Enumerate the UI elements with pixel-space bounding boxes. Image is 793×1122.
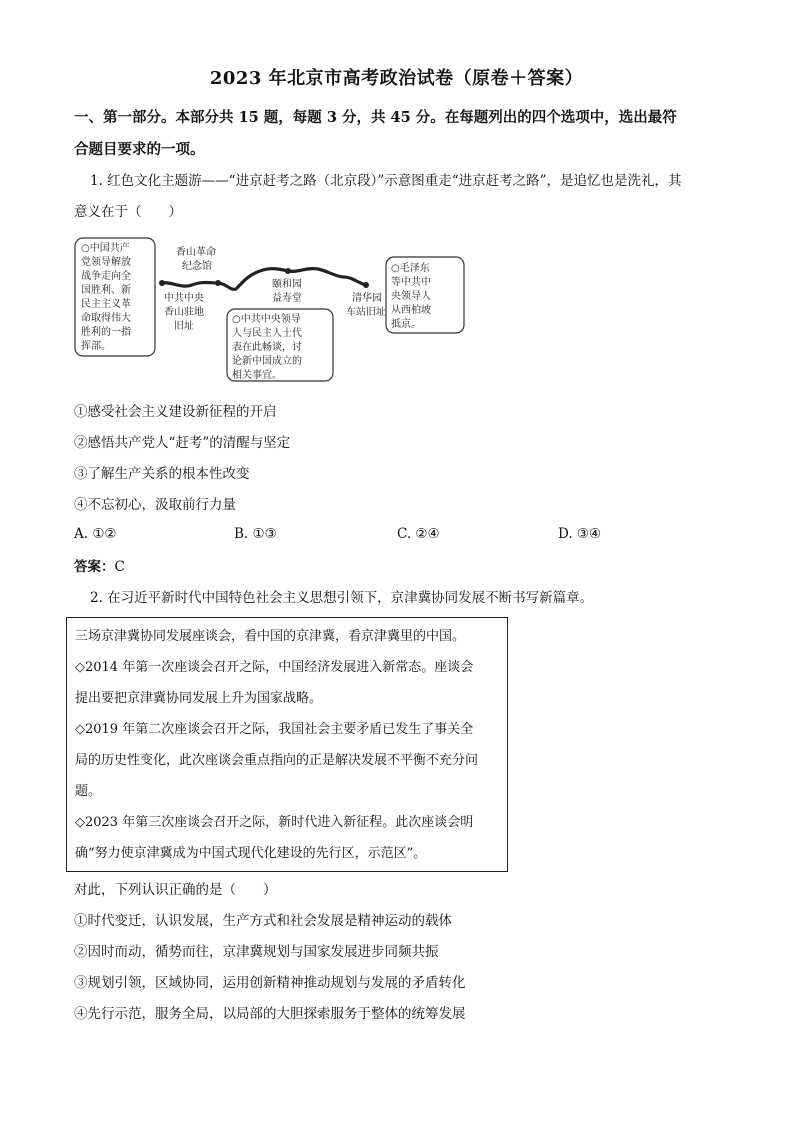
answer-value: C [114,559,125,575]
q2-prompt: 对此，下列认识正确的是（ ） [74,882,277,898]
label-xiangshan-museum [176,245,216,272]
q2-item-3: ③规划引领，区域协同，运用创新精神推动规划与发展的矛盾转化 [74,975,466,991]
q2-item-2: ②因时而动，循势而往，京津冀规划与国家发展进步同频共振 [74,944,439,960]
q1-item-4: ④不忘初心，汲取前行力量 [74,497,236,513]
svg-text:香山革命: 香山革命 [176,247,216,258]
svg-text:中共中央: 中共中央 [164,293,204,304]
svg-text:抵京。: 抵京。 [391,319,421,330]
svg-text:○中国共产: ○中国共产 [81,243,130,254]
left-note-box [75,238,155,356]
svg-text:香山驻地: 香山驻地 [164,307,204,318]
svg-text:相关事宜。: 相关事宜。 [232,370,282,381]
box-line-4: ◇2019 年第二次座谈会召开之际，我国社会主要矛盾已发生了事关全 [75,722,474,737]
svg-text:旧址: 旧址 [174,321,194,332]
svg-text:战争走向全: 战争走向全 [81,271,131,282]
answer-label: 答案： [74,559,115,575]
svg-text:论新中国成立的: 论新中国成立的 [232,356,302,367]
q2-item-1: ①时代变迁，认识发展，生产方式和社会发展是精神运动的载体 [74,913,452,929]
svg-text:命取得伟大: 命取得伟大 [81,313,131,324]
q2-stem: 2. 在习近平新时代中国特色社会主义思想引领下，京津冀协同发展不断书写新篇章。 [90,590,594,606]
box-line-8: 确“努力使京津冀成为中国式现代化建设的先行区，示范区”。 [75,846,427,861]
svg-text:央领导人: 央领导人 [391,291,431,302]
svg-text:民主主义革: 民主主义革 [81,299,131,310]
q1-item-3: ③了解生产关系的根本性改变 [74,466,250,482]
route-map-figure [70,233,470,385]
q1-option-b: B. ①③ [234,526,277,542]
route-point-yiheyuan [285,268,291,274]
label-xiangshan-site [164,291,204,332]
label-yiheyuan [272,278,302,304]
box-line-7: ◇2023 年第三次座谈会召开之际，新时代进入新征程。此次座谈会明 [75,815,474,830]
svg-text:表在此畅谈，讨: 表在此畅谈，讨 [232,342,302,353]
q1-option-a: A. ①② [74,526,117,542]
box-line-5: 局的历史性变化，此次座谈会重点指向的正是解决发展不平衡不充分问 [75,753,479,768]
q2-item-4: ④先行示范，服务全局，以局部的大胆探索服务于整体的统筹发展 [74,1006,466,1022]
q1-item-1: ①感受社会主义建设新征程的开启 [74,404,277,420]
section-heading-line-1: 一、第一部分。本部分共 15 题，每题 3 分，共 45 分。在每题列出的四个选项中，选出最符 [74,109,677,126]
svg-text:颐和园: 颐和园 [272,279,302,290]
box-line-6: 题。 [75,784,102,799]
q1-stem-line-2: 意义在于（ ） [74,204,182,220]
q2-material-box [66,617,508,872]
svg-text:从西柏坡: 从西柏坡 [391,305,431,316]
box-line-1: 三场京津冀协同发展座谈会，看中国的京津冀，看京津冀里的中国。 [75,629,466,644]
svg-text:纪念馆: 纪念馆 [182,261,212,272]
svg-text:挥部。: 挥部。 [81,341,111,352]
section-heading-line-2: 合题目要求的一项。 [74,141,205,158]
svg-text:国胜利、新: 国胜利、新 [81,285,131,296]
q1-option-c: C. ②④ [397,526,440,542]
route-point-qinghua [363,282,369,288]
svg-text:党领导解放: 党领导解放 [81,257,131,268]
document-title: 2023 年北京市高考政治试卷（原卷＋答案） [209,68,584,89]
box-line-2: ◇2014 年第一次座谈会召开之际，中国经济发展进入新常态。座谈会 [75,660,474,675]
label-qinghua [346,291,386,318]
svg-text:益寿堂: 益寿堂 [272,293,302,304]
svg-text:人与民主人士代: 人与民主人士代 [232,328,302,339]
q1-answer [74,557,125,577]
svg-text:○中共中央领导: ○中共中央领导 [232,314,301,325]
box-line-3: 提出要把京津冀协同发展上升为国家战略。 [75,691,323,706]
svg-text:○毛泽东: ○毛泽东 [391,263,430,274]
svg-text:车站旧址: 车站旧址 [346,307,386,318]
route-point-xiangshan-site [159,280,165,286]
svg-text:清华园: 清华园 [352,293,382,304]
q1-stem-line-1: 1. 红色文化主题游——“进京赶考之路（北京段）”示意图重走“进京赶考之路”，是追忆也是洗礼，其 [90,173,682,189]
route-point-xiangshan-museum [215,280,221,286]
q1-option-d: D. ③④ [558,526,602,542]
q1-item-2: ②感悟共产党人“赶考”的清醒与坚定 [74,435,291,451]
svg-text:等中共中: 等中共中 [391,277,431,288]
svg-text:胜利的一指: 胜利的一指 [81,327,131,338]
